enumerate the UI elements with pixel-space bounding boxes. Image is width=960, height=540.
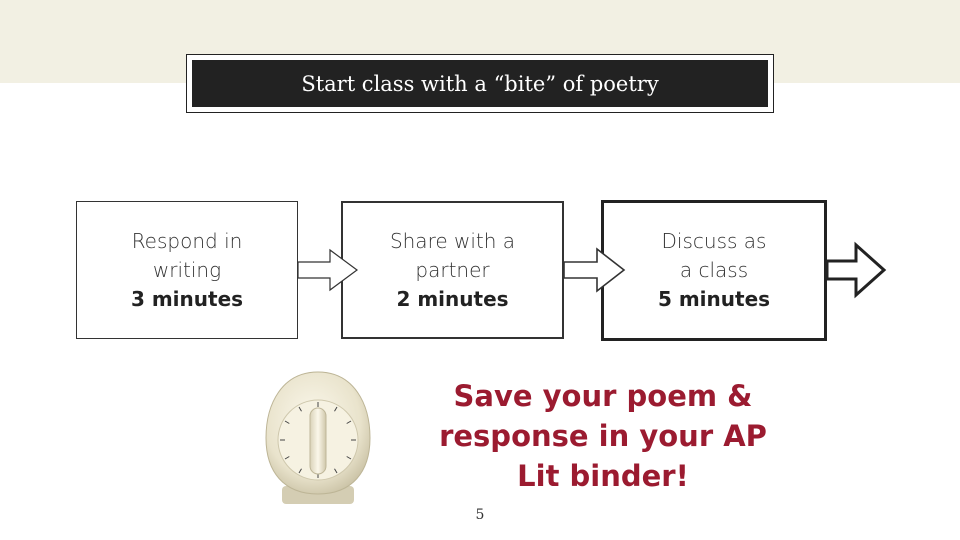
step-discuss-box: [601, 200, 827, 341]
step-label-line: writing: [152, 257, 222, 282]
kitchen-timer-icon: [262, 368, 374, 506]
step-label-line: partner: [415, 257, 490, 282]
arrow-right-icon: [827, 245, 884, 295]
step-time: 5 minutes: [657, 287, 771, 311]
title-frame: [186, 54, 774, 113]
save-reminder-line: Save your poem &: [453, 379, 753, 413]
step-time: 3 minutes: [130, 286, 244, 311]
step-respond-box: [76, 201, 298, 339]
step-share-box: [341, 201, 564, 339]
step-label-line: Discuss as: [661, 229, 767, 253]
page-number: 5: [475, 507, 485, 523]
step-time: 2 minutes: [396, 286, 509, 311]
step-label-line: Respond in: [131, 228, 243, 253]
step-label-line: Share with a: [389, 228, 516, 253]
save-reminder: [432, 376, 774, 496]
save-reminder-line: response in your AP: [439, 419, 767, 453]
slide-title: Start class with a “bite” of poetry: [192, 60, 768, 107]
save-reminder-line: Lit binder!: [517, 459, 689, 493]
step-label-line: a class: [679, 258, 749, 282]
